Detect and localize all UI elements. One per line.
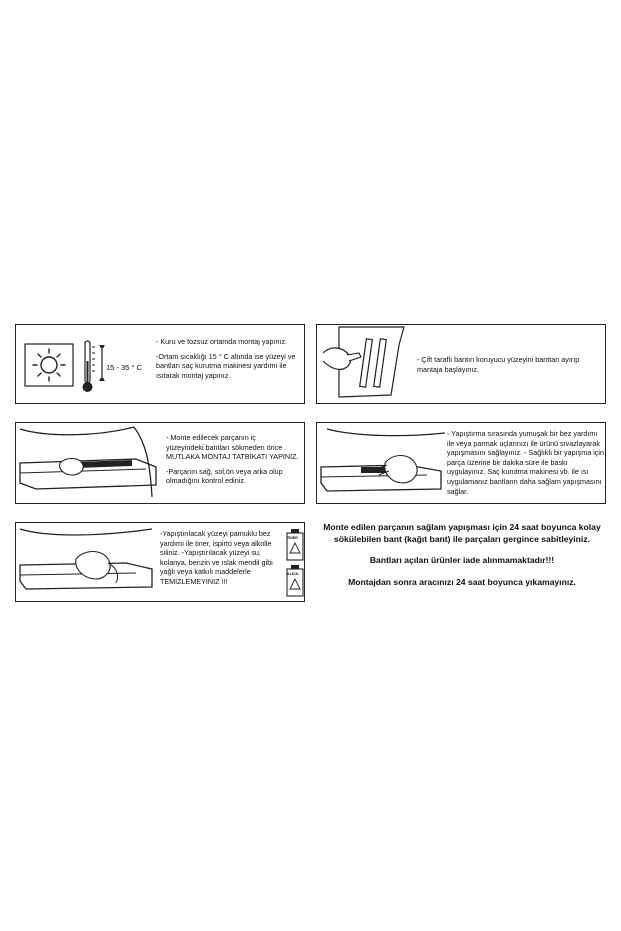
instruction-panel-4 xyxy=(316,422,606,504)
notice-line-3: Montajdan sonra aracınızı 24 saat boyunca yıkamayınız. xyxy=(348,576,576,587)
sun-icon xyxy=(24,343,74,387)
panel-1-text xyxy=(156,337,304,380)
instruction-panel-2 xyxy=(316,324,606,404)
temperature-range-label: 15 - 35 ° C xyxy=(106,363,142,372)
instruction-panel-1 xyxy=(15,324,305,404)
thinner-label: TİNER xyxy=(287,536,298,540)
alcohol-label: ALKOL xyxy=(287,572,300,576)
panel-3-text-2: -Parçanın sağ, sol,ön veya arka olup olmadığını kontrol ediniz. xyxy=(166,466,283,486)
panel-2-text: - Çift taraflı bantın koruyucu yüzeyini banttan ayırıp mantaja başlayınız. xyxy=(417,355,580,374)
panel-3-text xyxy=(166,433,304,486)
panel-5-text: -Yapıştırılacak yüzeyi pamuklu bez yardımı ile tiner, ispirto veya alkolle siliniz. -Yapıştırılacak yüzeyi su, kolanya, benzin ve ıslak mendil gibi yağlı veya katkılı maddelerle TEMİZLEMEYİNİZ !!! xyxy=(160,529,273,586)
tape-peeling-illustration xyxy=(319,325,409,403)
notice-line-1: Monte edilen parçanın sağlam yapışması için 24 saat boyunca kolay sökülebilen bant (kağıt bant) ile parçaları gergince sabitleyiniz. xyxy=(323,522,601,545)
car-part-illustration xyxy=(16,423,166,503)
instruction-panel-5 xyxy=(15,522,305,602)
panel-1-text-1: - Kuru ve tozsuz ortamda montaj yapınız. xyxy=(156,337,288,346)
panel-4-text: - Yapıştırma sırasında yumuşak bir bez yardımı ile veya parmak uçlarınızı ile ürünü sıvazlayarak yapışmasını sağlayınız. - Sağlıklı bir yapışma için parça üzerine bir dakika süre ile baskı uygulayınız. Saç kurutma makinesi vb. ile ısı uygulamanız bantların daha sağlam yapışmasını sağlar. xyxy=(447,429,604,496)
cleaning-hand-illustration xyxy=(16,523,156,601)
notice-line-2: Bantları açılan ürünler iade alınmamaktadır!!! xyxy=(369,555,555,566)
panel-1-text-2: -Ortam sıcaklığı 15 ° C altında ise yüzeyi ve bantları saç kurutma makinesi yardımı ile ısıtarak montaj yapınız. xyxy=(156,351,296,380)
panel-3-text-1: - Monte edilecek parçanın iç yüzeyindeki bantları sökmeden önce MUTLAKA MONTAJ TATBİKATI YAPINIZ. xyxy=(166,433,299,462)
alcohol-bottle-icon xyxy=(286,565,304,597)
thinner-bottle-icon xyxy=(286,529,304,561)
instruction-panel-3 xyxy=(15,422,305,504)
important-notice xyxy=(312,521,612,597)
pressing-hand-illustration xyxy=(317,423,447,503)
